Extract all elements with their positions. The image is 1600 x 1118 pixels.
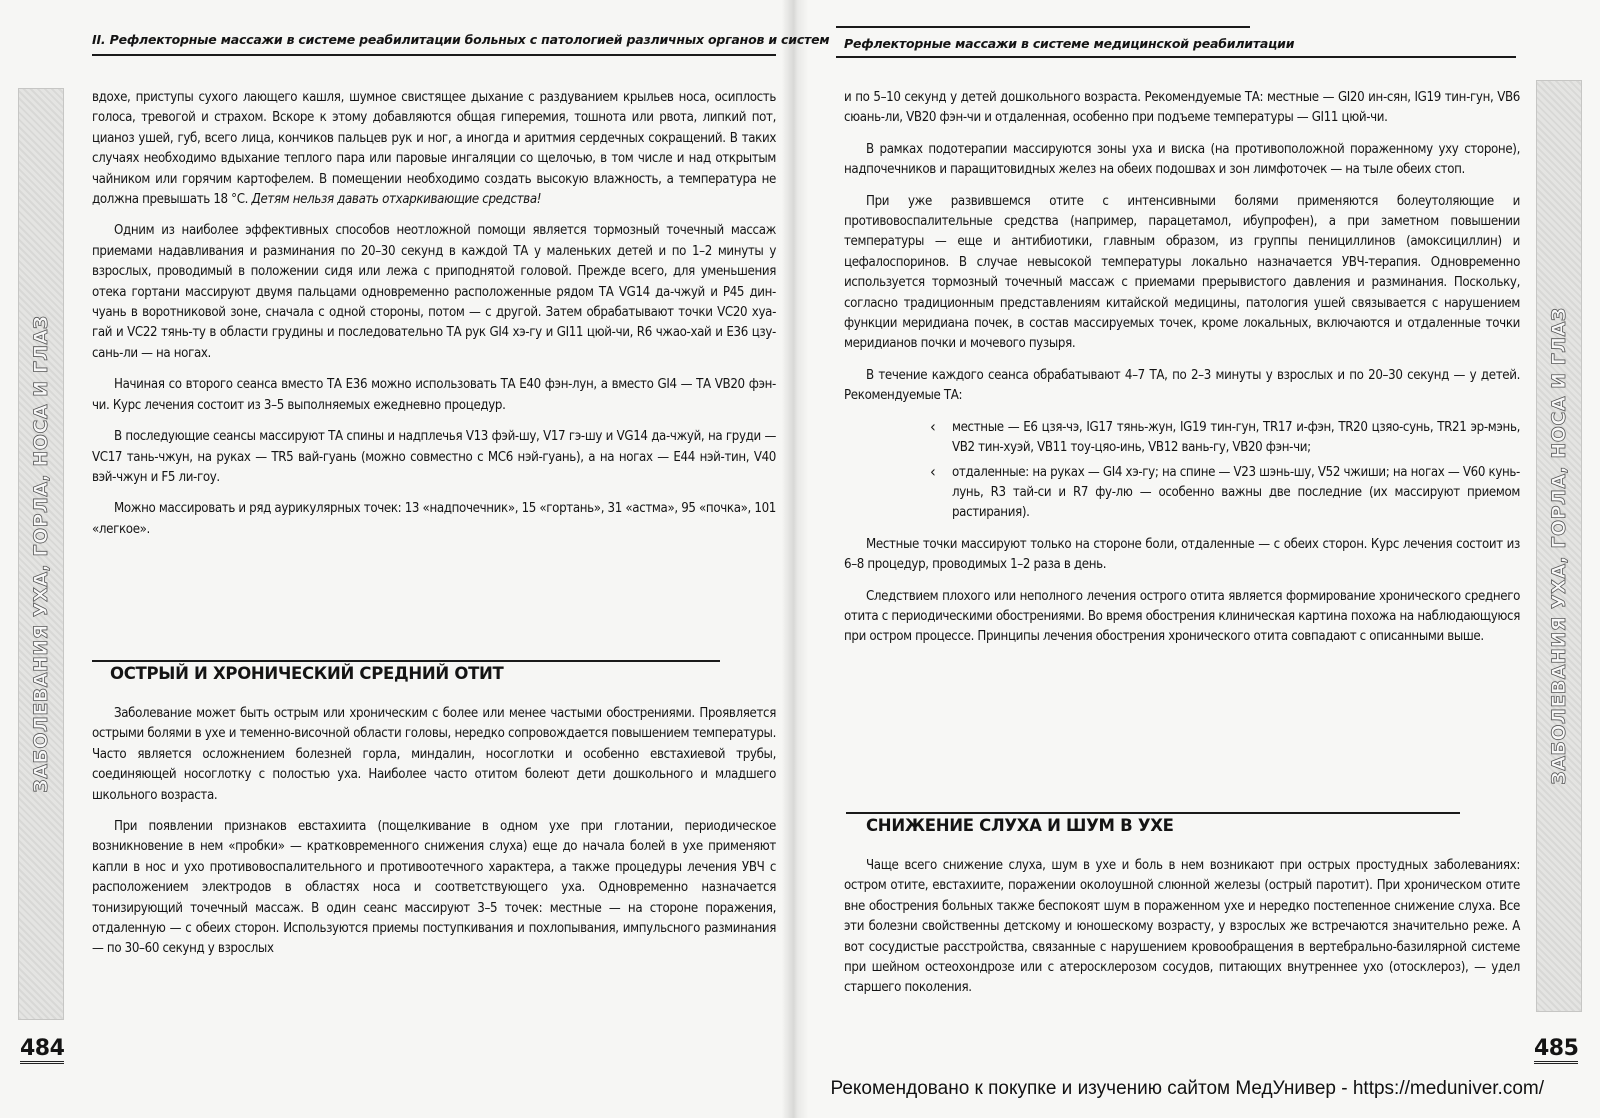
list-item: ‹ отдаленные: на руках — GI4 хэ-гу; на спине — V23 шэнь-шу, V52 чжиши; на ногах — V60 кунь-лунь, R3 тай-си и R7 фу-лю — особенно важны две последние (их массируют приемом растирания).	[952, 463, 1520, 524]
left-paragraph-3: Начиная со второго сеанса вместо ТА E36 можно использовать ТА E40 фэн-лун, а вместо GI4 — ТА VB20 фэн-чи. Курс лечения состоит из 3–5 выполняемых ежедневно процедур.	[92, 377, 776, 413]
right-paragraph-5: Местные точки массируют только на стороне боли, отдаленные — с обеих сторон. Курс лечения состоит из 6–8 процедур, проводимых 1–2 раза в день.	[844, 536, 1520, 573]
left-paragraph-5: Можно массировать и ряд аурикулярных точек: 13 «надпочечник», 15 «гортань», 31 «астма», 95 «почка», 101 «легкое».	[92, 501, 776, 537]
left-paragraph-1-warning: Детям нельзя давать отхаркивающие средства!	[251, 192, 542, 208]
right-running-header: Рефлекторные массажи в системе медицинской реабилитации	[844, 36, 1295, 51]
right-paragraph-1: и по 5–10 секунд у детей дошкольного возраста. Рекомендуемые ТА: местные — GI20 ин-сян, IG19 тин-гун, VB6 сюань-ли, VB20 фэн-чи и отдаленная, особенно при подъеме температуры — GI11 цюй-чи.	[844, 90, 1520, 126]
right-paragraph-6: Следствием плохого или неполного лечения острого отита является формирование хронического среднего отита с периодическими обострениями. Во время обострения клиническая картина похожа на наблюдающуюся при остром процессе. Принципы лечения обострения хронического отита совпадают с описанными выше.	[844, 588, 1520, 645]
left-paragraph-6: Заболевание может быть острым или хроническим с более или менее частыми обострениями. Проявляется острыми болями в ухе и теменно-височной области головы, нередко сопровождается повышением температуры. Часто является осложнением болезней горла, миндалин, носоглотки и особенно евстахиевой трубы, соединяющей носоглотку с полостью уха. Наиболее часто отитом болеют дети дошкольного и младшего школьного возраста.	[92, 706, 776, 803]
right-paragraph-4: В течение каждого сеанса обрабатывают 4–7 ТА, по 2–3 минуты у взрослых и по 20–30 секунд — у детей. Рекомендуемые ТА:	[844, 367, 1520, 404]
left-section-title: ОСТРЫЙ И ХРОНИЧЕСКИЙ СРЕДНИЙ ОТИТ	[110, 664, 504, 683]
right-text-block-2	[844, 856, 1520, 1010]
footer-recommendation: Рекомендовано к покупке и изучению сайтом МедУнивер - https://meduniver.com/	[830, 1078, 1544, 1099]
right-header-rule	[836, 26, 1250, 28]
left-header-rule	[92, 54, 776, 56]
list-item: ‹ местные — E6 цзя-чэ, IG17 тянь-жун, IG19 тин-гун, TR17 и-фэн, TR20 цзяо-сунь, TR21 эр-мэнь, VB2 тин-хуэй, VB11 тоу-цяо-инь, VB12 вань-гу, VB20 фэн-чи;	[952, 418, 1520, 459]
right-header-rule-bottom	[836, 56, 1516, 58]
right-section-title: СНИЖЕНИЕ СЛУХА И ШУМ В УХЕ	[866, 816, 1174, 835]
book-gutter	[782, 0, 808, 1118]
left-paragraph-4: В последующие сеансы массируют ТА спины и надплечья V13 фэй-шу, V17 гэ-шу и VG14 да-чжуй, на груди — VC17 тань-чжун, на руках — TR5 вай-гуань (можно совместно с MC6 нэй-гуань), а на ногах — E44 нэй-тин, V40 вэй-чжун и F5 ли-гоу.	[92, 429, 776, 485]
right-section-rule	[846, 812, 1460, 814]
left-text-block	[92, 88, 776, 551]
left-text-block-2	[92, 704, 776, 971]
recommended-points-list	[844, 418, 1520, 524]
left-side-tab-label: ЗАБОЛЕВАНИЯ УХА, ГОРЛА, НОСА И ГЛАЗ	[30, 315, 52, 793]
left-paragraph-2: Одним из наиболее эффективных способов неотложной помощи является тормозный точечный массаж приемами надавливания и разминания по 20–30 секунд в каждой ТА у маленьких детей и по 1–2 минуты у взрослых, проводимый в положении сидя или лежа с приподнятой головой. Прежде всего, для уменьшения отека гортани массируют двумя пальцами одновременно расположенные рядом ТА VG14 да-чжуй и P45 дин-чуань в воротниковой зоне, сначала с одной стороны, потом — с другой. Затем обрабатывают точки VC20 хуа-гай и VC22 тянь-ту в области грудины и последовательно ТА рук GI4 хэ-гу и GI11 цюй-чи, R6 чжао-хай и E36 цзу-сань-ли — на ногах.	[92, 223, 776, 361]
right-paragraph-7: Чаще всего снижение слуха, шум в ухе и боль в нем возникают при острых простудных заболеваниях: остром отите, евстахиите, поражении околоушной слюнной железы (острый паротит). При хроническом отите вне обострения больных также беспокоят шум в пораженном ухе и нередко постепенное снижение слуха. Все эти болезни свойственны детскому и юношескому возрасту, у взрослых же встречаются значительно реже. А вот сосудистые расстройства, связанные с нарушением кровообращения в вертебрально-базилярной системе при шейном остеохондрозе или с атеросклерозом сосудов, питающих внутреннее ухо (отосклероз), — удел старшего поколения.	[844, 858, 1520, 996]
left-running-header: II. Рефлекторные массажи в системе реабилитации больных с патологией различных органов и систем	[92, 32, 830, 47]
left-side-tab	[18, 88, 64, 1020]
right-side-tab	[1536, 80, 1582, 1012]
right-paragraph-3: При уже развившемся отите с интенсивными болями применяются болеутоляющие и противовоспалительные средства (например, парацетамол, ибупрофен), а при заметном повышении температуры — еще и антибиотики, главным образом, из группы пенициллинов (амоксициллин) и цефалоспоринов. В случае невысокой температуры локально назначается УВЧ-терапия. Одновременно используется тормозный точечный массаж с приемами прерывистого давления и разминания. Поскольку, согласно традиционным представлениям китайской медицины, патология ушей связывается с нарушением функции меридиана почек, в состав массируемых точек, кроме локальных, включаются и отдаленные точки меридианов почки и мочевого пузыря.	[844, 193, 1520, 352]
left-paragraph-1: вдохе, приступы сухого лающего кашля, шумное свистящее дыхание с раздуванием крыльев носа, осиплость голоса, тревогой и страхом. Вскоре к этому добавляются общая гиперемия, тошнота или рвота, липкий пот, цианоз ушей, губ, всего лица, кончиков пальцев рук и ног, а иногда и аритмия сердечных сокращений. В таких случаях необходимо вдыхание теплого пара или паровые ингаляции со щелочью, в том числе и над открытым чайником или горячим картофелем. В помещении необходимо создать высокую влажность, а температура не должна превышать 18 °С. Детям нельзя давать отхаркивающие средства!	[92, 90, 776, 208]
left-page-number: 484	[20, 1036, 64, 1064]
right-paragraph-2: В рамках подотерапии массируются зоны уха и виска (на противоположной пораженному уху стороне), надпочечников и паращитовидных желез на обеих подошвах и зон лимфоточек — на тыле обеих стоп.	[844, 141, 1520, 178]
right-side-tab-label: ЗАБОЛЕВАНИЯ УХА, ГОРЛА, НОСА И ГЛАЗ	[1548, 307, 1570, 785]
right-text-block	[844, 88, 1520, 659]
left-section-rule	[92, 660, 720, 662]
left-paragraph-7: При появлении признаков евстахиита (пощелкивание в одном ухе при глотании, периодическое возникновение в нем «пробки» — кратковременного снижения слуха) еще до начала болей в ухе применяют капли в нос и ухо противовоспалительного и противоотечного характера, а также процедуры лечения УВЧ с расположением электродов в областях носа и соответствующего уха. Одновременно назначается тонизирующий точечный массаж. В один сеанс массируют 3–5 точек: местные — на стороне поражения, отдаленную — с обеих сторон. Используются приемы поступкивания и похлопывания, импульсного разминания — по 30–60 секунд у взрослых	[92, 819, 776, 957]
right-page-number: 485	[1534, 1036, 1578, 1064]
